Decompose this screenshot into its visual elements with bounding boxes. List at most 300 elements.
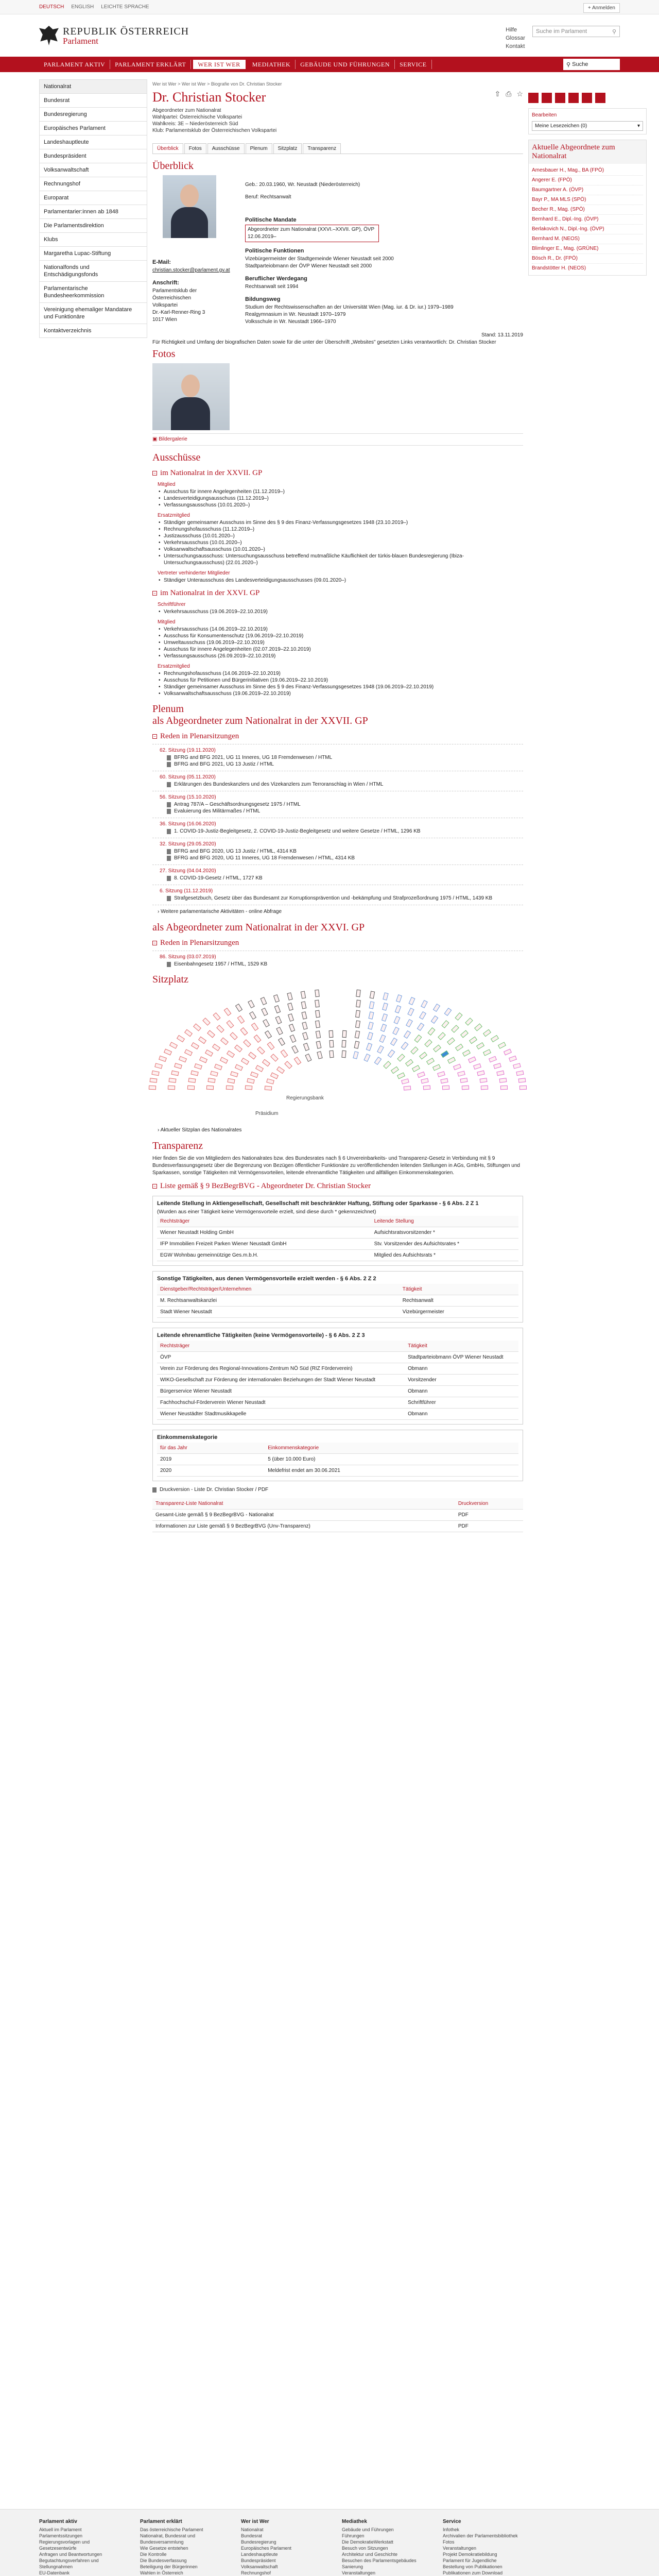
seat: [291, 1045, 299, 1054]
footer-link[interactable]: Veranstaltungen: [342, 2570, 376, 2575]
footer-link[interactable]: Wahlen in Österreich: [140, 2570, 183, 2575]
tab-ueberblick[interactable]: Überblick: [152, 143, 183, 154]
bookmark-box-heading: Bearbeiten: [532, 112, 557, 118]
footer-column: [443, 2519, 530, 2576]
gallery-photo[interactable]: [152, 363, 230, 430]
table-cell: WIKO-Gesellschaft zur Förderung der internationalen Beziehungen der Stadt Wiener Neustadt: [157, 1375, 405, 1386]
footer-link[interactable]: Besuch von Sitzungen: [342, 2546, 388, 2551]
lang-de[interactable]: DEUTSCH: [39, 4, 64, 10]
seat: [447, 1057, 456, 1064]
function-item-2: Stadtparteiobmann der ÖVP Wiener Neustadt seit 2000: [245, 263, 372, 269]
table-row: [157, 1227, 518, 1239]
seat: [513, 1063, 521, 1069]
speech-doc[interactable]: [167, 895, 523, 902]
seat: [248, 1052, 256, 1060]
footer-link[interactable]: Die DemokratieWerkstatt: [342, 2539, 393, 2545]
speech-doc-label: 1. COVID-19-Justiz-Begleitgesetz, 2. COVID-19-Justiz-Begleitgesetz und weitere Gesetze / HTML, 1296 KB: [174, 828, 421, 834]
footer-link[interactable]: Nationalrat: [241, 2527, 264, 2532]
seat: [199, 1056, 207, 1063]
col-header: Einkommenskategorie: [265, 1443, 518, 1454]
share-icon[interactable]: ⇧: [494, 90, 501, 98]
seat: [419, 1052, 427, 1060]
mail-icon[interactable]: [595, 93, 605, 103]
role-label: Vertreter verhinderter Mitglieder: [158, 570, 230, 576]
youtube-icon[interactable]: [555, 93, 565, 103]
footer-link[interactable]: Veranstaltungen: [443, 2546, 477, 2551]
footer-column-heading[interactable]: Wer ist Wer: [241, 2519, 269, 2524]
seat: [421, 1000, 428, 1008]
seat: [249, 1011, 256, 1020]
portrait-photo: [163, 175, 216, 238]
footer-link[interactable]: Architektur und Geschichte: [342, 2552, 398, 2557]
seat: [374, 1057, 382, 1065]
footer-link[interactable]: Bundesregierung: [241, 2539, 276, 2545]
committee-item: • Verfassungsausschuss (26.09.2019–22.10.2019): [158, 653, 523, 659]
committee-list: [158, 519, 523, 566]
committee-item: • Verkehrsausschuss (19.06.2019–22.10.2019): [158, 608, 523, 615]
member-link[interactable]: Blimlinger E., Mag. (GRÜNE): [532, 244, 643, 254]
seat: [428, 1027, 436, 1036]
accordion-gp26[interactable]: [152, 589, 523, 598]
table-cell: Aufsichtsratsvorsitzender *: [371, 1227, 518, 1239]
seat: [194, 1063, 202, 1070]
nav-search-button[interactable]: [563, 59, 620, 70]
seat: [274, 1005, 281, 1013]
tab-plenum[interactable]: Plenum: [246, 143, 272, 154]
sidebar-item-landeshauptleute[interactable]: Landeshauptleute: [39, 135, 147, 149]
facebook-icon[interactable]: [528, 93, 539, 103]
seat: [276, 1066, 285, 1074]
seat: [220, 1057, 228, 1064]
sitting-link[interactable]: 86. Sitzung (03.07.2019): [160, 954, 216, 960]
table-row: [157, 1397, 518, 1409]
seat: [287, 1003, 293, 1011]
member-list: [529, 164, 646, 275]
seat: [255, 1065, 264, 1072]
sidebar-item-bundesrat[interactable]: Bundesrat: [39, 93, 147, 107]
member-link[interactable]: Bernhard M. (NEOS): [532, 234, 643, 244]
sidebar-item-klubs[interactable]: Klubs: [39, 232, 147, 246]
sitting-link[interactable]: 32. Sitzung (29.05.2020): [160, 841, 216, 847]
table-header-row: [152, 1498, 523, 1510]
footer-column: [39, 2519, 127, 2576]
address-line-3: Dr.-Karl-Renner-Ring 3: [152, 310, 205, 315]
seat: [404, 1030, 411, 1039]
table-cell[interactable]: Gesamt-Liste gemäß § 9 BezBegrBVG - Nationalrat: [152, 1510, 455, 1521]
footer-link[interactable]: Bundespräsident: [241, 2558, 276, 2563]
footer-link[interactable]: Fotos: [443, 2539, 455, 2545]
table-cell[interactable]: PDF: [455, 1510, 523, 1521]
accordion-transparency[interactable]: [152, 1182, 523, 1191]
seat: [369, 1001, 375, 1009]
sidebar-item-bundespraesident[interactable]: Bundespräsident: [39, 149, 147, 163]
document-icon: [167, 809, 171, 814]
footer-link[interactable]: Beteiligung der Bürgerinnen: [140, 2564, 198, 2569]
plenum-gp26-heading: als Abgeordneter zum Nationalrat in der XXVI. GP: [152, 922, 365, 933]
seat: [244, 1039, 252, 1047]
table-cell: Vizebürgermeister: [400, 1307, 518, 1318]
address-line-2: Volkspartei: [152, 302, 178, 308]
seat: [419, 1011, 426, 1020]
footer-link[interactable]: Volksanwaltschaft: [241, 2564, 278, 2569]
footer-column-heading[interactable]: Service: [443, 2519, 461, 2524]
seat: [329, 1040, 334, 1048]
speech-doc[interactable]: [167, 801, 523, 808]
overview-left: [152, 175, 235, 326]
table-cell: Wiener Neustadt Holding GmbH: [157, 1227, 371, 1239]
table-cell: Stadtparteiobmann ÖVP Wiener Neustadt: [405, 1352, 518, 1363]
responsibility-note: Für Richtigkeit und Umfang der biografischen Daten sowie für die unter der Überschrift „Websites" gesetzten Links verantwortlich: Dr. Christian Stocker: [152, 340, 496, 345]
accordion-gp27[interactable]: [152, 469, 523, 478]
sidebar-item-parlamentarier[interactable]: Parlamentarier:innen ab 1848: [39, 205, 147, 218]
accordion-speeches-gp26[interactable]: [152, 939, 523, 947]
footer-link[interactable]: Die Bundesverfassung: [140, 2558, 187, 2563]
nav-wer-ist-wer[interactable]: WER IST WER: [193, 60, 245, 69]
footer-link[interactable]: Besuchen des Parlamentsgebäudes: [342, 2558, 417, 2563]
data-table: [157, 1443, 518, 1477]
document-icon: [167, 829, 171, 834]
seat: [251, 1023, 258, 1031]
tab-ausschuesse[interactable]: Ausschüsse: [207, 143, 245, 154]
member-link[interactable]: Berlakovich N., Dipl.-Ing. (ÖVP): [532, 225, 643, 234]
role-label: Ersatzmitglied: [158, 664, 190, 669]
seat: [395, 1005, 402, 1013]
footer-column-heading[interactable]: Parlament aktiv: [39, 2519, 77, 2524]
print-version-link[interactable]: [152, 1486, 523, 1493]
sidebar-item-rechnungshof[interactable]: Rechnungshof: [39, 177, 147, 191]
seat: [460, 1078, 468, 1083]
seat: [316, 1031, 321, 1039]
seat: [423, 1086, 431, 1090]
bookmark-select[interactable]: [532, 121, 643, 131]
seat: [409, 997, 415, 1005]
member-link[interactable]: Amesbauer H., Mag., BA (FPÖ): [532, 166, 643, 176]
sitting-link[interactable]: 62. Sitzung (19.11.2020): [160, 748, 216, 753]
twitter-icon[interactable]: [542, 93, 552, 103]
seat: [235, 1064, 243, 1071]
seat: [447, 1038, 455, 1045]
sidebar-item-volksanwaltschaft[interactable]: Volksanwaltschaft: [39, 163, 147, 177]
accordion-speeches-gp27[interactable]: [152, 732, 523, 741]
document-icon: [167, 896, 171, 901]
seat: [437, 1071, 445, 1077]
glossary-link[interactable]: Glossar: [506, 35, 525, 41]
seat: [253, 1035, 261, 1043]
seat: [355, 1031, 360, 1039]
speech-doc[interactable]: [167, 781, 523, 788]
seat: [213, 1012, 220, 1021]
site-logo[interactable]: [63, 26, 189, 45]
col-header: Druckversion: [455, 1498, 523, 1510]
seat: [260, 997, 267, 1005]
speeches-label: Reden in Plenarsitzungen: [160, 732, 239, 740]
footer-link[interactable]: Archivalien der Parlamentsbibliothek: [443, 2533, 518, 2538]
committee-item: • Verfassungsausschuss (10.01.2020–): [158, 502, 523, 509]
col-header: Tätigkeit: [400, 1284, 518, 1295]
table-honorary: [152, 1328, 523, 1425]
table-income: [152, 1430, 523, 1481]
table-cell: Mitglied des Aufsichtsrats *: [371, 1250, 518, 1261]
footer-link[interactable]: Aktuell im Parlament: [39, 2527, 82, 2532]
member-link[interactable]: Brandstötter H. (NEOS): [532, 265, 586, 271]
speech-doc[interactable]: [167, 828, 523, 835]
nav-service[interactable]: SERVICE: [395, 60, 432, 69]
seat-plan-link[interactable]: [158, 1127, 523, 1134]
bookmark-select-value: Meine Lesezeichen (0): [535, 123, 587, 129]
sitting-link[interactable]: 56. Sitzung (15.10.2020): [160, 794, 216, 800]
table-header-row: [157, 1216, 518, 1227]
chevron-right-icon: ›: [158, 1127, 161, 1133]
seat: [441, 1020, 449, 1028]
search-icon: ⚲: [566, 61, 573, 68]
seat: [364, 1054, 371, 1062]
nav-parlament-aktiv[interactable]: PARLAMENT AKTIV: [39, 60, 110, 69]
function-item-1: Vizebürgermeister der Stadtgemeinde Wiener Neustadt seit 2000: [245, 256, 394, 262]
table-row: [157, 1363, 518, 1375]
document-icon: [167, 762, 171, 767]
speech-doc-label: Antrag 787/A – Geschäftsordnungsgesetz 1975 / HTML: [174, 802, 301, 807]
document-icon: [167, 755, 171, 760]
footer-column-heading[interactable]: Parlament erklärt: [140, 2519, 182, 2524]
more-activities-link[interactable]: [158, 908, 523, 916]
seat: [474, 1023, 482, 1031]
member-link[interactable]: Bayr P., MA MLS (SPÖ): [532, 195, 643, 205]
speech-doc[interactable]: [167, 855, 523, 861]
table-cell: Meldefrist endet am 30.06.2021: [265, 1465, 518, 1477]
chevron-right-icon: ›: [158, 909, 161, 914]
footer-link[interactable]: Führungen: [342, 2533, 365, 2538]
col-header: Rechtsträger: [157, 1216, 371, 1227]
seat: [169, 1078, 177, 1083]
search-icon: ⚲: [612, 28, 616, 35]
committee-item: • Volksanwaltschaftsausschuss (10.01.2020–): [158, 546, 523, 553]
lang-en[interactable]: ENGLISH: [71, 4, 94, 10]
footer-link[interactable]: Publikationen zum Download: [443, 2570, 503, 2575]
seat: [288, 1013, 294, 1022]
more-activities-label: Weitere parlamentarische Aktivitäten - online Abfrage: [161, 909, 282, 914]
speech-doc-label: BFRG and BFG 2021, UG 11 Inneres, UG 18 Fremdenwesen / HTML: [174, 755, 333, 760]
sidebar-item-kontakt[interactable]: Kontaktverzeichnis: [39, 324, 147, 338]
seat: [214, 1064, 222, 1070]
seat: [342, 1030, 346, 1037]
seat: [388, 1049, 395, 1057]
eagle-logo-icon[interactable]: [39, 26, 59, 45]
sidebar-item-bundesheerkommission[interactable]: Parlamentarische Bundesheerkommission: [39, 281, 147, 302]
seat: [168, 1086, 175, 1090]
seat: [491, 1035, 499, 1042]
footer-column-heading[interactable]: Mediathek: [342, 2519, 367, 2524]
social-icons: [528, 93, 647, 103]
table-cell: Stadt Wiener Neustadt: [157, 1307, 400, 1318]
sitting-link[interactable]: 60. Sitzung (05.11.2020): [160, 774, 216, 780]
seat: [356, 1010, 361, 1018]
sub-line-2: Wahlpartei: Österreichische Volkspartei: [152, 114, 242, 120]
table-row: [157, 1352, 518, 1363]
tab-sitzplatz[interactable]: Sitzplatz: [273, 143, 302, 154]
chevron-down-icon: ▾: [637, 123, 640, 129]
seat: [210, 1071, 218, 1076]
sidebar-item-parlamentsdirektion[interactable]: Die Parlamentsdirektion: [39, 218, 147, 232]
speech-doc-label: Strafgesetzbuch, Gesetz über das Bundesamt zur Korruptionsprävention und -bekämpfung und Strafprozeßordnung 1975 / HTML, 1439 KB: [174, 895, 493, 901]
footer-link[interactable]: Begutachtungsverfahren und Stellungnahmen: [39, 2558, 99, 2569]
sidebar-item-nationalrat[interactable]: Nationalrat: [39, 79, 147, 93]
seat: [188, 1078, 196, 1083]
education-heading: Bildungsweg: [245, 296, 281, 302]
seat: [401, 1042, 409, 1050]
committee-item: • Rechnungshofausschuss (11.12.2019–): [158, 526, 523, 533]
seat: [473, 1063, 481, 1070]
footer-column: [140, 2519, 228, 2576]
footer-link[interactable]: Die Kontrolle: [140, 2552, 167, 2557]
seat: [405, 1059, 413, 1067]
footer-link[interactable]: Sanierung: [342, 2564, 363, 2569]
lang-easy[interactable]: LEICHTE SPRACHE: [101, 4, 149, 10]
email-link[interactable]: christian.stocker@parlament.gv.at: [152, 267, 230, 273]
table-other-activities: [152, 1271, 523, 1323]
footer-link[interactable]: Wie Gesetze entstehen: [140, 2546, 188, 2551]
contact-link[interactable]: Kontakt: [506, 43, 525, 49]
member-link[interactable]: Bernhard E., Dipl.-Ing. (ÖVP): [532, 215, 643, 225]
speech-doc[interactable]: [167, 848, 523, 855]
speech-doc-label: Erklärungen des Bundeskanzlers und des Vizekanzlers zum Terroranschlag in Wien / HTML: [174, 782, 384, 787]
member-link[interactable]: Bösch R., Dr. (FPÖ): [532, 254, 643, 264]
transparency-list-table: [152, 1498, 523, 1532]
instagram-icon[interactable]: [568, 93, 579, 103]
seat: [370, 991, 375, 998]
print-icon[interactable]: ⎙: [506, 90, 512, 98]
collapse-icon: −: [152, 941, 157, 945]
tab-transparenz[interactable]: Transparenz: [303, 143, 341, 154]
footer-link[interactable]: EU-Datenbank: [39, 2570, 70, 2575]
seat: [294, 1057, 302, 1065]
speech-doc[interactable]: [167, 875, 523, 882]
speech-doc[interactable]: [167, 961, 523, 968]
seat: [149, 1078, 157, 1083]
footer-link[interactable]: Rechnungshof: [241, 2570, 271, 2575]
footer-link[interactable]: Parlament für Jugendliche: [443, 2558, 497, 2563]
speech-doc[interactable]: [167, 808, 523, 815]
seat: [305, 1054, 311, 1062]
sidebar-item-lupac[interactable]: Margaretha Lupac-Stiftung: [39, 246, 147, 260]
seat: [202, 1018, 211, 1026]
seat: [169, 1042, 178, 1049]
committee-list: [158, 608, 523, 615]
col-header: Dienstgeber/Rechtsträger/Unternehmen: [157, 1284, 400, 1295]
bookmark-icon[interactable]: ☆: [516, 90, 523, 98]
footer-columns: [0, 2510, 659, 2576]
nav-mediathek[interactable]: MEDIATHEK: [248, 60, 296, 69]
current-members-heading: Aktuelle Abgeordnete zum Nationalrat: [529, 140, 646, 164]
footer-link[interactable]: Bestellung von Publikationen: [443, 2564, 502, 2569]
sidebar-item-eu-parlament[interactable]: Europäisches Parlament: [39, 121, 147, 135]
collapse-icon: −: [152, 734, 157, 739]
seat: [397, 1054, 405, 1062]
footer-link[interactable]: Bundesrat: [241, 2533, 263, 2538]
login-button[interactable]: + Anmelden: [583, 3, 620, 13]
seat: [404, 1086, 411, 1090]
seat: [417, 1023, 425, 1031]
speech-doc-label: BFRG and BFG 2021, UG 13 Justiz / HTML: [174, 761, 274, 767]
table-row: [157, 1409, 518, 1420]
member-link[interactable]: Baumgartner A. (ÖVP): [532, 185, 643, 195]
sitting-link[interactable]: 36. Sitzung (16.06.2020): [160, 821, 216, 827]
footer-link[interactable]: Das österreichische Parlament: [140, 2527, 203, 2532]
seat: [377, 1045, 384, 1054]
seat: [230, 1071, 238, 1077]
col-header: Rechtsträger: [157, 1341, 405, 1352]
career-item-1: Rechtsanwalt seit 1994: [245, 284, 299, 290]
seat: [261, 1008, 268, 1016]
footer-link[interactable]: Parlamentssitzungen: [39, 2533, 83, 2538]
sidebar-item-nationalfonds[interactable]: Nationalfonds und Entschädigungsfonds: [39, 260, 147, 281]
main-content: [152, 79, 523, 1532]
section-tabs: [152, 143, 523, 154]
birth-info: Geb.: 20.03.1960, Wr. Neustadt (Niederösterreich): [245, 182, 360, 188]
table-cell: Obmann: [405, 1363, 518, 1375]
speech-doc[interactable]: [167, 754, 523, 761]
footer-link[interactable]: Projekt Demokratiebildung: [443, 2552, 497, 2557]
sitting-link[interactable]: 6. Sitzung (11.12.2019): [160, 888, 213, 894]
table-cell[interactable]: PDF: [455, 1521, 523, 1532]
seat: [263, 1019, 270, 1027]
seat: [496, 1071, 504, 1076]
committees-heading: Ausschüsse: [152, 452, 201, 463]
seat: [227, 1020, 234, 1028]
sidebar-item-europarat[interactable]: Europarat: [39, 191, 147, 205]
seat: [407, 1008, 414, 1016]
seat: [406, 1019, 413, 1027]
seat: [392, 1027, 399, 1035]
seat: [303, 1043, 309, 1051]
document-icon: [167, 856, 171, 861]
sidebar-item-vereinigung[interactable]: Vereinigung ehemaliger Mandatare und Funktionäre: [39, 302, 147, 324]
gallery-link[interactable]: [152, 433, 523, 446]
footer-link[interactable]: Europäisches Parlament: [241, 2546, 292, 2551]
footer-column: [342, 2519, 429, 2576]
seat: [289, 1024, 295, 1032]
footer-link[interactable]: Anfragen und Beantwortungen: [39, 2552, 102, 2557]
sitting-link[interactable]: 27. Sitzung (04.04.2020): [160, 868, 216, 874]
nav-parlament-erklaert[interactable]: PARLAMENT ERKLÄRT: [110, 60, 191, 69]
sidebar-item-bundesregierung[interactable]: Bundesregierung: [39, 107, 147, 121]
breadcrumb[interactable]: Wer ist Wer > Wer ist Wer > Biografie von Dr. Christian Stocker: [152, 81, 282, 87]
seat: [179, 1056, 187, 1063]
seat: [417, 1072, 425, 1078]
nav-gebaeude[interactable]: GEBÄUDE UND FÜHRUNGEN: [296, 60, 395, 69]
sub-line-3: Wahlkreis: 3E – Niederösterreich Süd: [152, 121, 238, 127]
seat: [493, 1063, 501, 1069]
table-cell[interactable]: Informationen zur Liste gemäß § 9 BezBegrBVG (Unv-Transparenz): [152, 1521, 455, 1532]
header-search-input[interactable]: [532, 26, 620, 37]
member-link[interactable]: Angerer E. (FPÖ): [532, 176, 643, 185]
transparency-list-label: Liste gemäß § 9 BezBegrBVG - Abgeordneter Dr. Christian Stocker: [160, 1182, 371, 1190]
footer-link[interactable]: Nationalrat, Bundesrat und Bundesversammlung: [140, 2533, 196, 2545]
footer-link[interactable]: Gebäude und Führungen: [342, 2527, 394, 2532]
footer-link[interactable]: Regierungsvorlagen und Gesetzesentwürfe: [39, 2539, 90, 2551]
committee-item: • Verkehrsausschuss (14.06.2019–22.10.2019): [158, 626, 523, 633]
footer-link[interactable]: Landeshauptleute: [241, 2552, 278, 2557]
member-link[interactable]: Becher R., Mag. (SPÖ): [532, 205, 643, 215]
tab-fotos[interactable]: Fotos: [184, 143, 206, 154]
speech-doc[interactable]: [167, 761, 523, 768]
table-caption: Sonstige Tätigkeiten, aus denen Vermögensvorteile erzielt werden - § 6 Abs. 2 Z 2: [157, 1276, 376, 1282]
footer-link[interactable]: Infothek: [443, 2527, 460, 2532]
seat: [212, 1043, 220, 1051]
seat: [190, 1042, 199, 1049]
committee-list: [158, 626, 523, 659]
flickr-icon[interactable]: [582, 93, 592, 103]
help-link[interactable]: Hilfe: [506, 27, 517, 33]
